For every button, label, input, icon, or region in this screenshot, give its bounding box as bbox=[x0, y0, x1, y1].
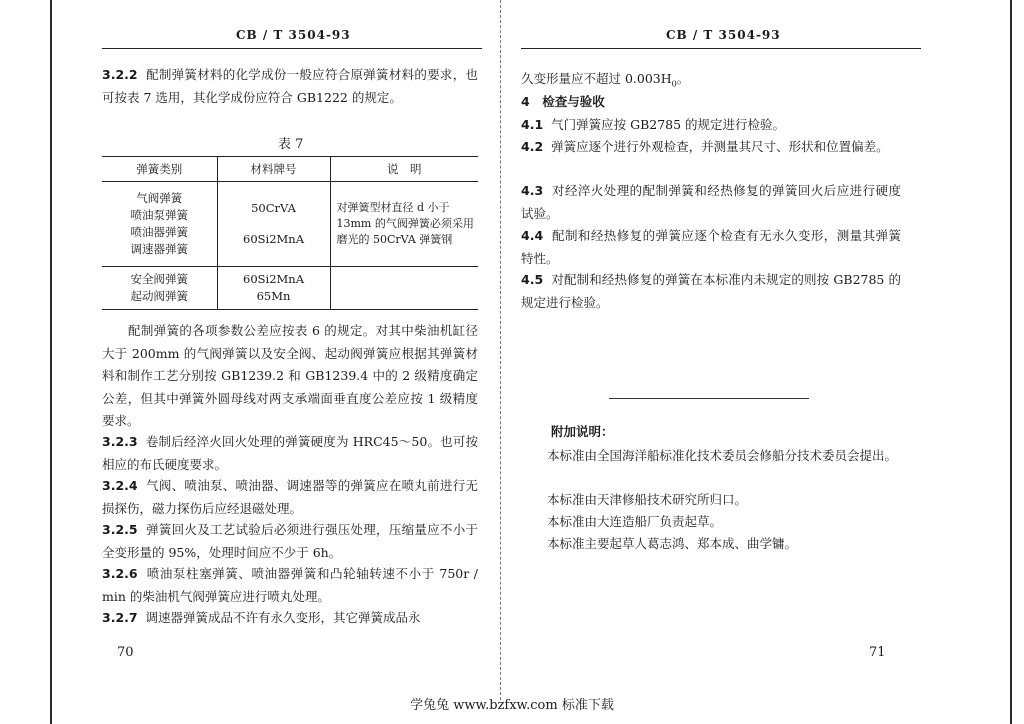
clause-text: 对配制和经热修复的弹簧在本标准内未规定的则按 GB2785 的规定进行检验。 bbox=[521, 272, 901, 310]
material-grade-cell: 50CrVA 60Si2MnA bbox=[217, 182, 330, 267]
clause-3-2-7 bbox=[102, 607, 478, 630]
page-gutter bbox=[500, 0, 501, 700]
spring-type-cell: 安全阀弹簧 起动阀弹簧 bbox=[130, 272, 188, 303]
right-page bbox=[521, 0, 921, 690]
clause-3-2-5 bbox=[102, 519, 478, 564]
clause-number: 3.2.4 bbox=[102, 478, 138, 493]
remarks-cell: 对弹簧型材直径 d 小于 13mm 的气阀弹簧必须采用磨光的 50CrVA 弹簧钢 bbox=[330, 182, 478, 267]
clause-number: 4.1 bbox=[521, 117, 544, 132]
continued-text: 久变形量应不超过 $0.003H_0$。 bbox=[521, 71, 690, 89]
clause-number: 4.3 bbox=[521, 183, 544, 198]
clause-text: 弹簧回火及工艺试验后必须进行强压处理，压缩量应不小于全变形量的 95%，处理时间应不少于 6h。 bbox=[102, 522, 478, 560]
clause-number: 3.2.3 bbox=[102, 434, 138, 449]
clause-number: 3.2.2 bbox=[102, 67, 138, 82]
clause-number: 4.2 bbox=[521, 139, 544, 154]
clause-text: 卷制后经淬火回火处理的弹簧硬度为 HRC45～50。也可按相应的布氏硬度要求。 bbox=[102, 434, 478, 472]
clause-text: 气门弹簧应按 GB2785 的规定进行检验。 bbox=[551, 117, 786, 132]
appendix-line: 本标准由大连造船厂负责起草。 bbox=[547, 514, 723, 529]
clause-text: 喷油泵柱塞弹簧、喷油器弹簧和凸轮轴转速不小于 750r / min 的柴油机气阀弹簧应进行喷丸处理。 bbox=[102, 566, 478, 604]
clause-text: 对经淬火处理的配制弹簧和经热修复的弹簧回火后应进行硬度试验。 bbox=[521, 183, 901, 221]
clause-3-2-2 bbox=[102, 64, 478, 109]
page-number: 71 bbox=[869, 645, 886, 660]
clause-4-4 bbox=[521, 225, 901, 270]
section-heading: 4 检查与验收 bbox=[521, 94, 605, 109]
material-grade-cell: 60Si2MnA 65Mn bbox=[217, 267, 330, 310]
clause-text: 配制弹簧材料的化学成份一般应符合原弹簧材料的要求，也可按表 7 选用，其化学成份应符合 GB1222 的规定。 bbox=[102, 67, 478, 105]
table-7 bbox=[102, 156, 478, 310]
section-divider bbox=[609, 398, 809, 399]
clause-4-1 bbox=[521, 114, 901, 137]
binding-edge-left bbox=[50, 0, 52, 724]
table-row bbox=[102, 182, 478, 267]
clause-3-2-6 bbox=[102, 563, 478, 608]
clause-text: 调速器弹簧成品不许有永久变形，其它弹簧成品永 bbox=[145, 610, 421, 625]
table-row bbox=[102, 267, 478, 310]
clause-number: 3.2.7 bbox=[102, 610, 138, 625]
right-page-header: CB / T 3504-93 bbox=[666, 28, 781, 42]
left-page-header: CB / T 3504-93 bbox=[236, 28, 351, 42]
clause-number: 4.4 bbox=[521, 228, 544, 243]
right-header-rule bbox=[521, 48, 921, 49]
table-header-material-grade: 材料牌号 bbox=[217, 157, 330, 182]
clause-number: 3.2.5 bbox=[102, 522, 138, 537]
clause-text: 气阀、喷油泵、喷油器、调速器等的弹簧应在喷丸前进行无损探伤，磁力探伤后应经退磁处理。 bbox=[102, 478, 478, 516]
table-header-spring-type: 弹簧类别 bbox=[102, 157, 217, 182]
clause-3-2-4 bbox=[102, 475, 478, 520]
binding-edge-right bbox=[1010, 0, 1012, 724]
clause-4-3 bbox=[521, 180, 901, 225]
clause-3-2-3 bbox=[102, 431, 478, 476]
clause-4-5 bbox=[521, 269, 901, 314]
spring-type-cell: 气阀弹簧 喷油泵弹簧 喷油器弹簧 调速器弹簧 bbox=[102, 182, 217, 267]
clause-text: 配制和经热修复的弹簧应逐个检查有无永久变形，测量其弹簧特性。 bbox=[521, 228, 901, 266]
page-number: 70 bbox=[117, 645, 134, 660]
appendix-line: 本标准由全国海洋船标准化技术委员会修船分技术委员会提出。 bbox=[547, 448, 898, 463]
footer-watermark: 学兔兔 www.bzfxw.com 标准下载 bbox=[410, 698, 614, 713]
clause-text: 弹簧应逐个进行外观检查，并测量其尺寸、形状和位置偏差。 bbox=[551, 139, 889, 154]
left-header-rule bbox=[102, 48, 482, 49]
clause-number: 3.2.6 bbox=[102, 566, 138, 581]
paragraph-tolerance: 配制弹簧的各项参数公差应按表 6 的规定。对其中柴油机缸径大于 200mm 的气阀弹簧以及安全阀、起动阀弹簧应根据其弹簧材料和制作工艺分别按 GB1239.2 和 GB1239.4 中的 2 级精度确定公差，但其中弹簧外圆母线对两支承端面垂直度公差应按 1 级精度要求。 bbox=[102, 323, 478, 428]
appendix-title: 附加说明： bbox=[551, 424, 614, 439]
clause-number: 4.5 bbox=[521, 272, 544, 287]
table-header-remarks: 说 明 bbox=[330, 157, 478, 182]
clause-4-2 bbox=[521, 136, 901, 159]
appendix-line: 本标准由天津修船技术研究所归口。 bbox=[547, 492, 748, 507]
remarks-cell bbox=[330, 267, 478, 310]
left-page bbox=[102, 0, 482, 690]
table-7-caption: 表 7 bbox=[278, 137, 304, 152]
appendix-line: 本标准主要起草人葛志鸿、郑本成、曲学镛。 bbox=[547, 536, 798, 551]
